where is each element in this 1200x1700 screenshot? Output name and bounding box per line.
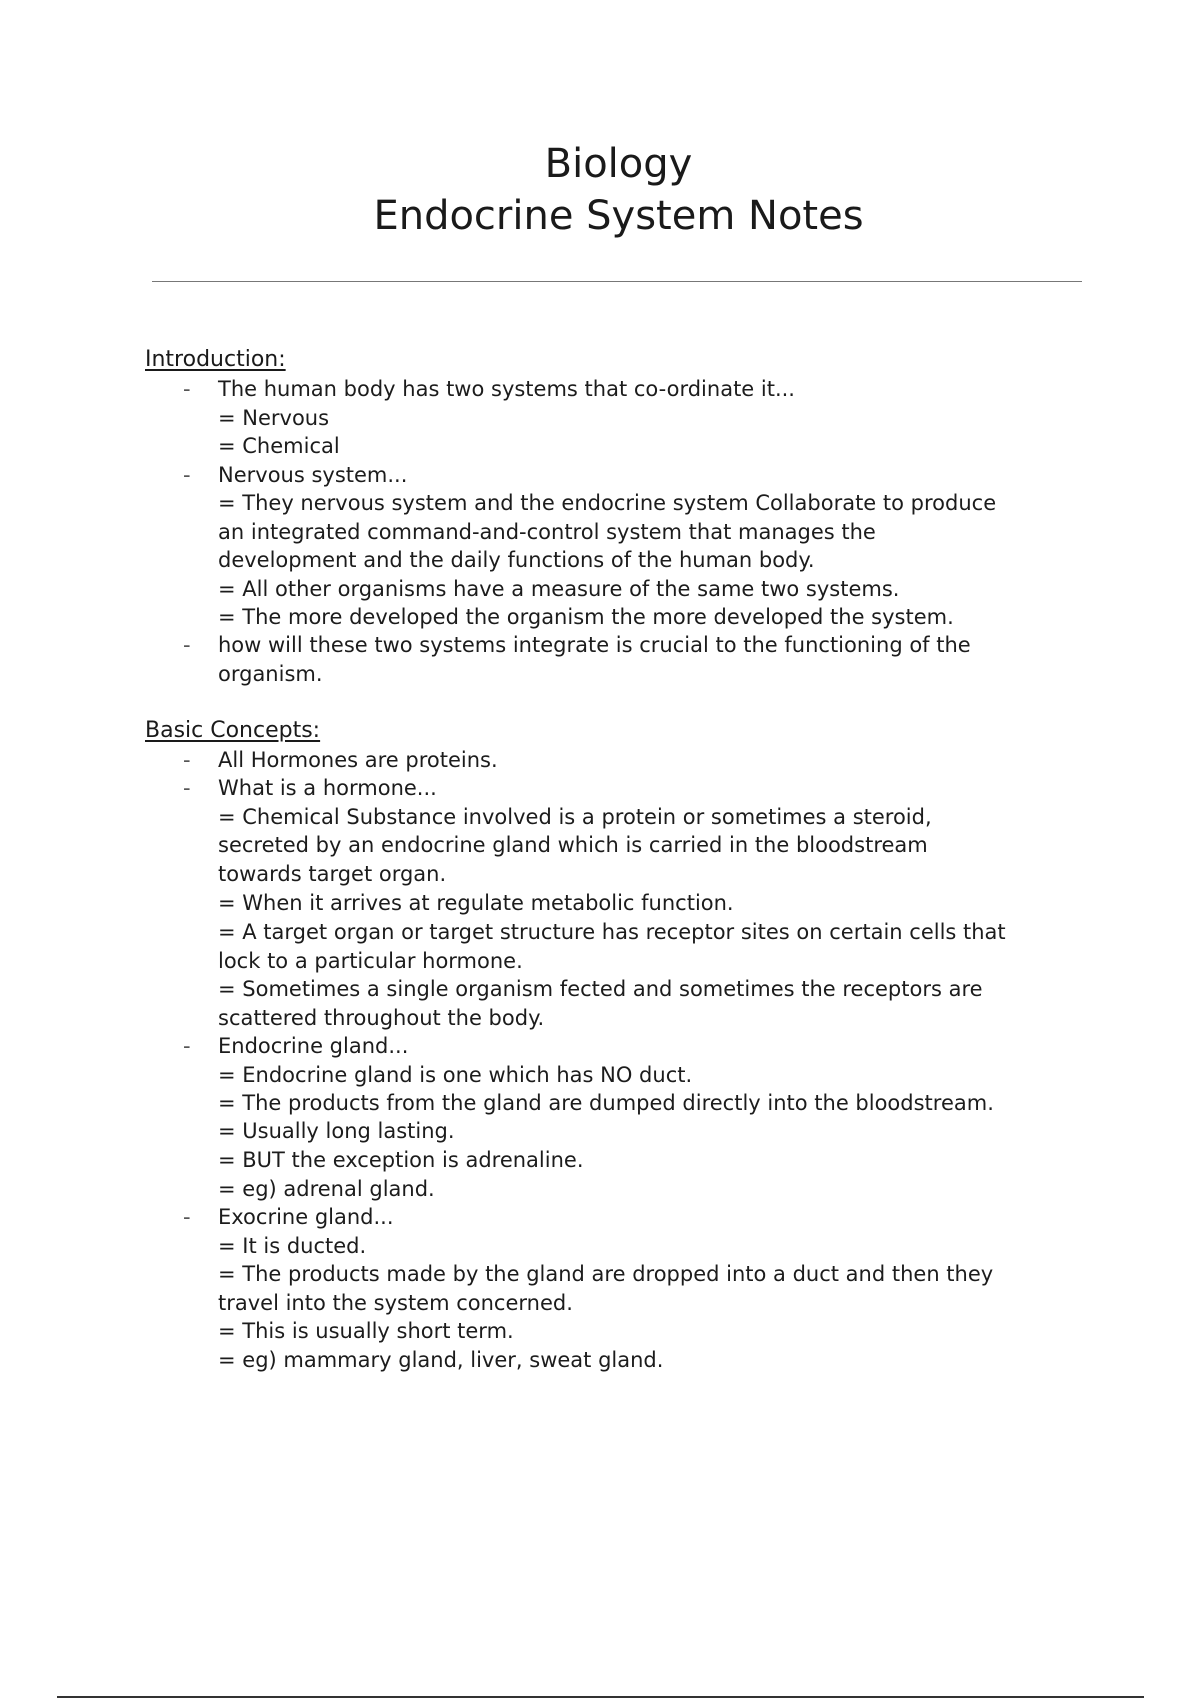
- note-line: = Nervous: [218, 406, 330, 430]
- bullet-marker: -: [183, 1205, 191, 1229]
- note-line: The human body has two systems that co-ordinate it...: [218, 377, 795, 401]
- note-line: What is a hormone...: [218, 776, 437, 800]
- note-line: = They nervous system and the endocrine system Collaborate to produce: [218, 491, 997, 515]
- note-line: All Hormones are proteins.: [218, 748, 498, 772]
- note-line: = BUT the exception is adrenaline.: [218, 1148, 584, 1172]
- note-line: secreted by an endocrine gland which is carried in the bloodstream: [218, 833, 928, 857]
- note-line: organism.: [218, 662, 323, 686]
- title-divider: [152, 281, 1082, 282]
- note-line: = eg) adrenal gland.: [218, 1177, 435, 1201]
- note-line: Endocrine gland...: [218, 1034, 409, 1058]
- note-line: development and the daily functions of the human body.: [218, 548, 815, 572]
- note-line: = The products from the gland are dumped directly into the bloodstream.: [218, 1091, 994, 1115]
- note-line: towards target organ.: [218, 862, 447, 886]
- bullet-marker: -: [183, 776, 191, 800]
- note-line: = Usually long lasting.: [218, 1119, 455, 1143]
- note-line: = It is ducted.: [218, 1234, 367, 1258]
- note-line: = The products made by the gland are dropped into a duct and then they: [218, 1262, 994, 1286]
- title-topic: Endocrine System Notes: [373, 193, 864, 239]
- note-line: = The more developed the organism the more developed the system.: [218, 605, 954, 629]
- note-line: travel into the system concerned.: [218, 1291, 573, 1315]
- note-line: = Chemical: [218, 434, 340, 458]
- page-title: [0, 138, 1200, 242]
- bullet-marker: -: [183, 463, 191, 487]
- note-line: = Sometimes a single organism fected and sometimes the receptors are: [218, 977, 983, 1001]
- title-subject: Biology: [544, 141, 693, 187]
- note-line: = A target organ or target structure has receptor sites on certain cells that: [218, 920, 1006, 944]
- note-line: Nervous system...: [218, 463, 408, 487]
- introduction-heading: Introduction:: [145, 347, 286, 372]
- page-bottom-border: [57, 1696, 1144, 1698]
- note-line: = Endocrine gland is one which has NO duct.: [218, 1063, 693, 1087]
- basic-concepts-heading: Basic Concepts:: [145, 718, 321, 743]
- note-line: Exocrine gland...: [218, 1205, 394, 1229]
- note-line: = All other organisms have a measure of the same two systems.: [218, 577, 900, 601]
- bullet-marker: -: [183, 1034, 191, 1058]
- note-line: = Chemical Substance involved is a protein or sometimes a steroid,: [218, 805, 932, 829]
- note-line: = eg) mammary gland, liver, sweat gland.: [218, 1348, 664, 1372]
- note-line: = This is usually short term.: [218, 1319, 514, 1343]
- bullet-marker: -: [183, 377, 191, 401]
- bullet-marker: -: [183, 633, 191, 657]
- note-line: an integrated command-and-control system that manages the: [218, 520, 876, 544]
- note-line: scattered throughout the body.: [218, 1006, 545, 1030]
- note-line: = When it arrives at regulate metabolic function.: [218, 891, 734, 915]
- note-line: lock to a particular hormone.: [218, 949, 523, 973]
- note-line: how will these two systems integrate is crucial to the functioning of the: [218, 633, 971, 657]
- bullet-marker: -: [183, 748, 191, 772]
